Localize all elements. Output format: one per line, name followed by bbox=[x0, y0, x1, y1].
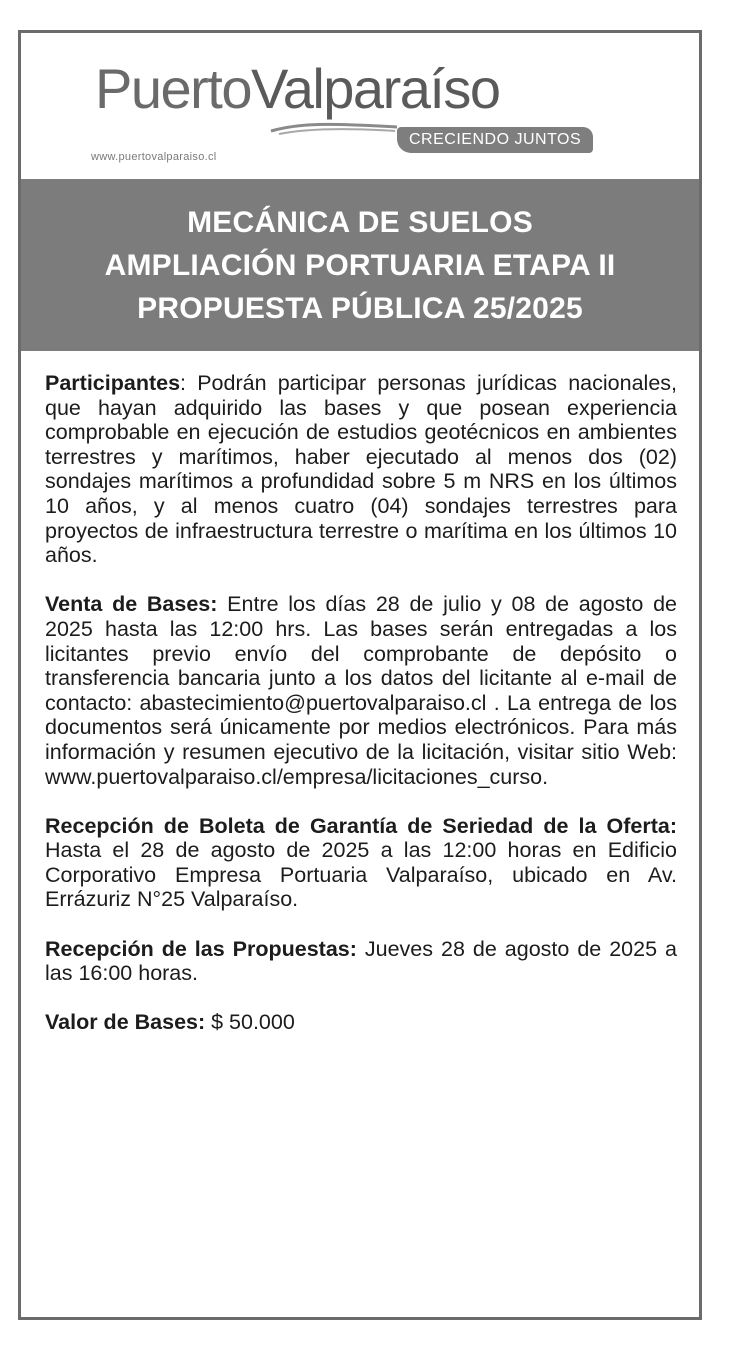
title-line-2: AMPLIACIÓN PORTUARIA ETAPA II bbox=[104, 248, 616, 282]
participantes-text: : Podrán participar personas jurídicas nacionales, que hayan adquirido las bases y que posean experiencia comprobable en ejecución de estudios geotécnicos en ambientes terrestres y marítimos, haber ejecutado al menos dos (02) sondajes marítimos a profundidad sobre 5 m NRS en los últimos 10 años, y al menos cuatro (04) sondajes terrestres para proyectos de infraestructura terrestre o marítima en los últimos 10 años. bbox=[45, 371, 677, 568]
wave-icon bbox=[269, 121, 399, 135]
logo-header bbox=[21, 33, 699, 179]
brand-name-part2: Valparaíso bbox=[251, 57, 500, 120]
venta-paragraph bbox=[45, 592, 677, 789]
valor-text: $ 50.000 bbox=[205, 1010, 295, 1035]
venta-text: Entre los días 28 de julio y 08 de agosto de 2025 hasta las 12:00 hrs. Las bases serán entregadas a los licitantes previo envío del comprobante de depósito o transferencia bancaria junto a los datos del licitante al e-mail de contacto: abastecimiento@puertovalparaiso.cl . La entrega de los documentos será únicamente por medios electrónicos. Para más información y resumen ejecutivo de la licitación, visitar sitio Web: www.puertovalparaiso.cl/empresa/licitaciones_curso. bbox=[45, 592, 677, 789]
garantia-text: Hasta el 28 de agosto de 2025 a las 12:00 horas en Edificio Corporativo Empresa Portuaria Valparaíso, ubicado en Av. Errázuriz N°25 Valparaíso. bbox=[45, 838, 677, 912]
valor-paragraph bbox=[45, 1010, 677, 1035]
participantes-label: Participantes bbox=[45, 371, 181, 395]
title-line-3: PROPUESTA PÚBLICA 25/2025 bbox=[137, 291, 583, 325]
valor-label: Valor de Bases: bbox=[45, 1010, 206, 1035]
participantes-paragraph bbox=[45, 371, 677, 568]
logo-tagline: CRECIENDO JUNTOS bbox=[397, 127, 593, 153]
garantia-label: Recepción de Boleta de Garantía de Seriedad de la Oferta: bbox=[45, 813, 677, 838]
brand-name-part1: Puerto bbox=[95, 57, 251, 120]
brand-logo bbox=[95, 57, 500, 120]
notice-body bbox=[45, 371, 677, 1060]
logo-url: www.puertovalparaiso.cl bbox=[91, 151, 217, 163]
title-line-1: MECÁNICA DE SUELOS bbox=[187, 205, 533, 239]
notice-frame bbox=[18, 30, 702, 1320]
garantia-paragraph bbox=[45, 814, 677, 912]
propuestas-paragraph bbox=[45, 937, 677, 986]
title-band bbox=[21, 179, 699, 351]
propuestas-text: Jueves 28 de agosto de 2025 a las 16:00 horas. bbox=[45, 936, 677, 986]
propuestas-label: Recepción de las Propuestas: bbox=[45, 936, 357, 961]
venta-label: Venta de Bases: bbox=[45, 592, 218, 617]
